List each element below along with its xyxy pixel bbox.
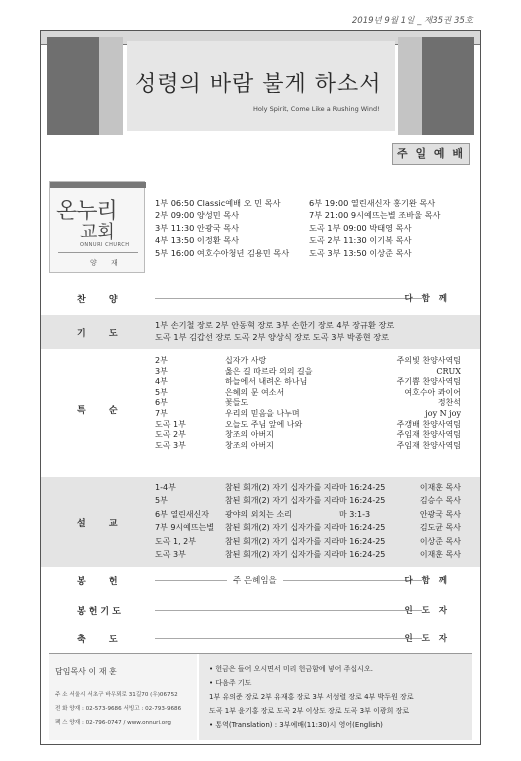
prayer-row: [41, 315, 480, 349]
sermon-part: 6부 열린새신자: [155, 509, 210, 519]
special-title: 창조의 아버지: [225, 430, 274, 440]
sermon-part: 5부: [155, 496, 168, 506]
offering-prayer-row: [41, 603, 480, 617]
special-by: CRUX: [436, 366, 461, 376]
table-row: [155, 548, 461, 561]
logo-english: ONNURI CHURCH: [80, 242, 130, 248]
special-title: 오늘도 주님 앞에 나와: [225, 419, 303, 429]
table-row: [155, 481, 461, 494]
bulletin-title: 성령의 바람 불게 하소서: [135, 72, 382, 97]
service-time: 5부 16:00 여호수아청년 김용민 목사: [155, 247, 290, 258]
sermon-ref: 마 16:24-25: [339, 496, 386, 506]
special-row: [41, 353, 480, 467]
sermon-ref: 마 3:1-3: [339, 509, 371, 519]
announcement-line: • 다음주 기도: [209, 679, 252, 687]
service-time: 6부 19:00 열린새신자 홍기완 목사: [309, 198, 436, 208]
sermon-ref: 마 16:24-25: [339, 483, 386, 492]
special-part: 5부: [155, 387, 168, 397]
service-time: 7부 21:00 9시예뜨는별 조바울 목사: [309, 210, 441, 221]
announcements: [199, 654, 472, 740]
special-title: 은혜의 문 여소서: [225, 387, 285, 397]
table-row: [155, 535, 461, 548]
special-part: 도곡 3부: [155, 440, 186, 450]
service-time: 3부 11:30 안광국 목사: [155, 222, 240, 233]
special-part: 도곡 1부: [155, 419, 186, 429]
sermon-preacher: 이재훈 목사: [419, 549, 461, 559]
special-by: 주임재 찬양사역팀: [396, 440, 461, 450]
sermon-title: 참된 회개(2) 자기 십자가를 지라: [225, 523, 340, 533]
special-title: 십자가 사랑: [225, 356, 267, 365]
benediction-resp: 인 도 자: [404, 634, 450, 644]
sermon-preacher: 안광국 목사: [419, 509, 461, 519]
offering-prayer-label: 봉헌기도: [77, 607, 124, 617]
list-item: [155, 430, 461, 441]
list-item: [155, 367, 461, 378]
offering-row: [41, 573, 480, 587]
hymn-row: [41, 291, 480, 305]
announcement-line: 도곡 1부 윤기홍 장로 도곡 2부 이상도 장로 도곡 3부 이광희 장로: [209, 707, 410, 715]
list-item: [155, 388, 461, 399]
banner-block-left: [47, 37, 99, 135]
benediction-label: 축 도: [77, 635, 128, 645]
prayer-line: 1부 손기철 장로 2부 안동혁 장로 3부 손한기 장로 4부 장규환 장로: [155, 320, 395, 330]
special-by: 주갱배 찬양사역팀: [396, 419, 461, 429]
logo-divider: [58, 252, 138, 253]
sermon-title: 광야의 외치는 소리: [225, 509, 292, 519]
logo-location: 양 재: [90, 259, 124, 267]
special-title: 우리의 믿음을 나누며: [225, 408, 300, 418]
special-by: joy N joy: [425, 408, 461, 418]
prayer-label: 기 도: [77, 329, 128, 339]
list-item: [155, 356, 461, 367]
sermon-preacher: 이재훈 목사: [419, 483, 461, 492]
service-time: 도곡 2부 11:30 이기복 목사: [309, 235, 412, 246]
service-times-left: [155, 197, 289, 259]
sermon-part: 도곡 3부: [155, 549, 186, 559]
special-part: 2부: [155, 356, 168, 365]
offering-label: 봉 헌: [77, 577, 128, 587]
list-item: [155, 377, 461, 388]
logo-name-top: 온누리: [56, 199, 117, 224]
list-item: [155, 441, 461, 452]
list-item: [155, 398, 461, 409]
announcement-line: • 헌금은 들어 오시면서 미리 헌금함에 넣어 주십시오.: [209, 665, 373, 673]
offering-resp: 다 함 께: [404, 576, 450, 586]
bulletin-footer: [49, 653, 472, 739]
banner-block-left-light: [99, 37, 123, 135]
sermon-ref: 마 16:24-25: [339, 549, 386, 559]
title-banner: [41, 31, 480, 139]
church-phone: 전 화 양재 : 02-573-9686 서빙고 : 02-793-9686: [55, 706, 182, 712]
special-part: 4부: [155, 377, 168, 387]
list-item: [155, 420, 461, 431]
prayer-line: 도곡 1부 김갑선 장로 도곡 2부 양상식 장로 도곡 3부 박종현 장로: [155, 332, 390, 343]
bulletin-subtitle: Holy Spirit, Come Like a Rushing Wind!: [253, 105, 380, 113]
special-label: 특 순: [77, 406, 128, 416]
special-title: 옳은 길 따르라 의의 길을: [225, 366, 313, 376]
bulletin-sheet: [40, 30, 481, 745]
church-fax: 팩 스 양재 : 02-796-0747 / www.onnuri.org: [55, 720, 171, 726]
hymn-resp: 다 함 께: [404, 294, 450, 304]
sermon-title: 참된 회개(2) 자기 십자가를 지라: [225, 536, 340, 546]
sermon-label: 설 교: [77, 519, 128, 529]
special-title: 창조의 아버지: [225, 440, 274, 450]
logo-strip: [50, 182, 146, 188]
church-info: [49, 654, 197, 740]
sermon-part: 도곡 1, 2부: [155, 536, 196, 546]
list-item: [155, 409, 461, 420]
service-times-right: [309, 197, 440, 259]
prayer-list: [155, 319, 394, 344]
logo-name-bottom: 교회: [80, 222, 115, 243]
sermon-row: [41, 477, 480, 567]
announcement-line: 1부 유의준 장로 2부 유재홍 장로 3부 서성렬 장로 4부 박두원 장로: [209, 693, 414, 701]
sermon-part: 1-4부: [155, 483, 176, 492]
special-table: [155, 356, 461, 451]
offering-prayer-resp: 인 도 자: [404, 606, 450, 616]
service-time: 2부 09:00 양성민 목사: [155, 210, 240, 221]
sermon-part: 7부 9시예뜨는별: [155, 523, 215, 533]
sunday-service-tab: 주 일 예 배: [392, 143, 470, 165]
special-by: 여호수아 콰이어: [404, 387, 461, 397]
church-address: 주 소 서울시 서초구 바우뫼로 31길70 (우)06752: [55, 692, 178, 698]
banner-block-right-light: [398, 37, 422, 135]
leader-line: [155, 610, 422, 611]
sermon-ref: 마 16:24-25: [339, 523, 386, 533]
special-by: 정찬석: [437, 398, 461, 408]
table-row: [155, 508, 461, 521]
special-by: 주기쁨 찬양사역팀: [396, 377, 461, 387]
sermon-preacher: 김승수 목사: [419, 496, 461, 506]
announcement-line: • 통역(Translation) : 3부예배(11:30)시 영어(English): [209, 721, 383, 729]
sermon-title: 참된 회개(2) 자기 십자가를 지라: [225, 496, 340, 506]
sermon-table: [155, 481, 461, 561]
special-part: 7부: [155, 408, 168, 418]
service-time: 도곡 3부 13:50 이상준 목사: [309, 247, 412, 258]
service-time: 도곡 1부 09:00 박태영 목사: [309, 222, 412, 233]
issue-date: 2019년 9월 1일 _ 제35권 35호: [351, 16, 473, 26]
special-part: 6부: [155, 398, 168, 408]
church-logo: [49, 181, 145, 273]
sermon-title: 참된 회개(2) 자기 십자가를 지라: [225, 549, 340, 559]
special-by: 주의빛 찬양사역팀: [396, 356, 461, 365]
special-part: 도곡 2부: [155, 430, 186, 440]
table-row: [155, 521, 461, 534]
special-by: 주임재 찬양사역팀: [396, 430, 461, 440]
sermon-preacher: 김도균 목사: [419, 523, 461, 533]
service-time: 1부 06:50 Classic예배 오 민 목사: [155, 198, 281, 208]
special-part: 3부: [155, 366, 168, 376]
benediction-row: [41, 631, 480, 645]
banner-block-right: [422, 37, 474, 135]
sermon-title: 참된 회개(2) 자기 십자가를 지라: [225, 483, 340, 492]
hymn-label: 찬 양: [77, 295, 128, 305]
table-row: [155, 494, 461, 507]
leader-line: [155, 298, 422, 299]
service-time: 4부 13:50 이정환 목사: [155, 235, 240, 246]
sermon-ref: 마 16:24-25: [339, 536, 386, 546]
senior-pastor: 담임목사 이 재 훈: [55, 667, 117, 676]
special-title: 꽃들도: [225, 398, 249, 408]
leader-line: [155, 580, 422, 581]
leader-line: [155, 638, 422, 639]
special-title: 하늘에서 내려온 하나님: [225, 377, 308, 387]
offering-hymn: 주 은혜임을: [227, 574, 283, 586]
sermon-preacher: 이상준 목사: [419, 536, 461, 546]
